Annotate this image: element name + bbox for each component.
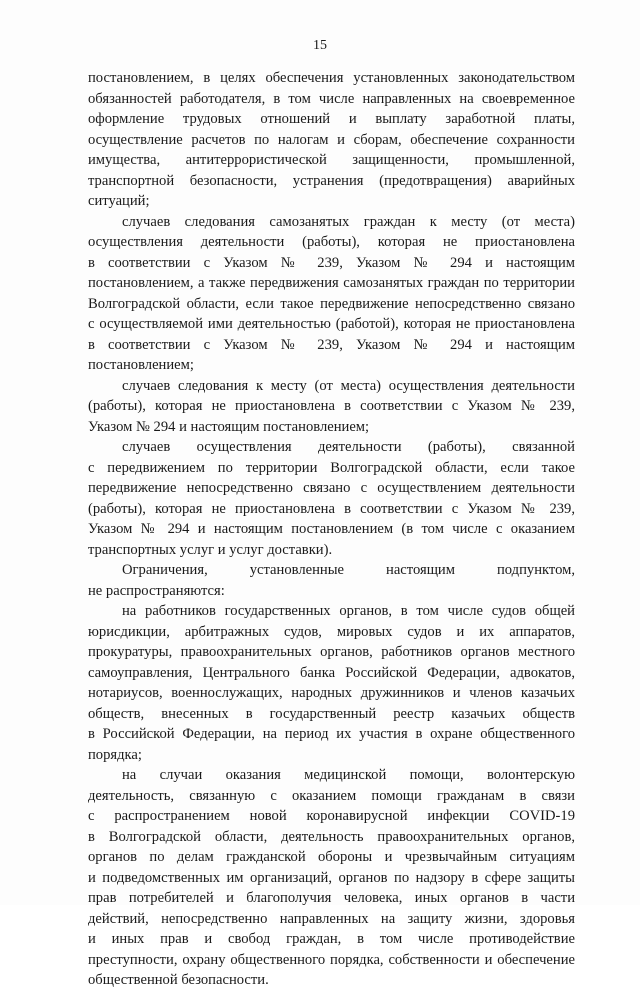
- text-line: нотариусов, военнослужащих, народных дружинников и членов казачьих: [88, 685, 575, 701]
- text-line: обязанностей работодателя, в том числе направленных на своевременное: [88, 90, 575, 107]
- text-line: постановлением, в целях обеспечения установленных законодательством: [88, 70, 575, 86]
- text-line: (работы), которая не приостановлена в соответствии с Указом № 239,: [88, 500, 575, 517]
- text-line: осуществления деятельности (работы), которая не приостановлена: [88, 234, 575, 250]
- text-line: постановлением, а также передвижения самозанятых граждан по территории: [88, 275, 575, 291]
- text-line: случаев следования к месту (от места) осуществления деятельности: [122, 377, 575, 394]
- text-line: деятельность, связанную с оказанием помощи гражданам в связи: [88, 787, 575, 804]
- page-number: 15: [313, 38, 327, 53]
- text-line: оформление трудовых отношений и выплату заработной платы,: [88, 111, 575, 127]
- text-line: на работников государственных органов, в том числе судов общей: [122, 603, 575, 619]
- text-line: случаев следования самозанятых граждан к месту (от места): [122, 213, 575, 230]
- text-line: Волгоградской области, если такое передвижение непосредственно связано: [88, 295, 575, 312]
- text-line: передвижение непосредственно связано с осуществлением деятельности: [88, 480, 575, 496]
- text-line: постановлением;: [88, 357, 194, 373]
- text-line: с передвижением по территории Волгоградской области, если такое: [88, 459, 575, 476]
- text-line: транспортной безопасности, устранения (предотвращения) аварийных: [88, 172, 575, 189]
- document-body: [88, 68, 575, 991]
- text-line: не распространяются:: [88, 582, 225, 599]
- text-line: в Российской Федерации, на период их участия в охране общественного: [88, 726, 575, 742]
- text-line: прокуратуры, правоохранительных органов, работников органов местного: [88, 644, 575, 660]
- text-line: (работы), которая не приостановлена в соответствии с Указом № 239,: [88, 398, 575, 414]
- text-line: Указом № 294 и настоящим постановлением (в том числе с оказанием: [88, 521, 575, 537]
- text-line: порядка;: [88, 746, 142, 763]
- text-line: и иных прав и свобод граждан, в том числе противодействие: [88, 931, 575, 947]
- text-line: имущества, антитеррористической защищенности, промышленной,: [88, 152, 575, 168]
- text-line: на случаи оказания медицинской помощи, волонтерскую: [122, 767, 575, 783]
- text-line: Указом № 294 и настоящим постановлением;: [88, 418, 370, 435]
- text-line: обществ, внесенных в государственный реестр казачьих обществ: [88, 705, 575, 722]
- text-line: случаев осуществления деятельности (работы), связанной: [122, 439, 575, 455]
- text-line: самоуправления, Центрального банка Российской Федерации, адвокатов,: [88, 664, 575, 681]
- text-line: преступности, охрану общественного порядка, собственности и обеспечение: [88, 951, 575, 968]
- text-line: в соответствии с Указом № 239, Указом № 294 и настоящим: [88, 336, 575, 353]
- text-line: транспортных услуг и услуг доставки).: [88, 541, 333, 558]
- text-line: общественной безопасности.: [88, 972, 269, 988]
- text-line: юрисдикции, арбитражных судов, мировых судов и их аппаратов,: [88, 623, 575, 640]
- text-line: осуществление расчетов по налогам и сборам, обеспечение сохранности: [88, 131, 575, 148]
- text-line: прав потребителей и благополучия человека, иных органов в части: [88, 890, 575, 906]
- text-line: в соответствии с Указом № 239, Указом № 294 и настоящим: [88, 254, 575, 271]
- text-line: ситуаций;: [88, 193, 150, 209]
- text-line: в Волгоградской области, деятельность правоохранительных органов,: [88, 828, 575, 845]
- text-line: Ограничения, установленные настоящим подпунктом,: [122, 562, 575, 578]
- text-line: действий, непосредственно направленных на защиту жизни, здоровья: [88, 910, 575, 927]
- text-line: с распространением новой коронавирусной инфекции COVID-19: [88, 808, 575, 824]
- text-line: и подведомственных им организаций, органов по надзору в сфере защиты: [88, 869, 575, 886]
- text-line: органов по делам гражданской обороны и чрезвычайным ситуациям: [88, 849, 575, 865]
- text-line: с осуществляемой ими деятельностью (работой), которая не приостановлена: [88, 316, 575, 332]
